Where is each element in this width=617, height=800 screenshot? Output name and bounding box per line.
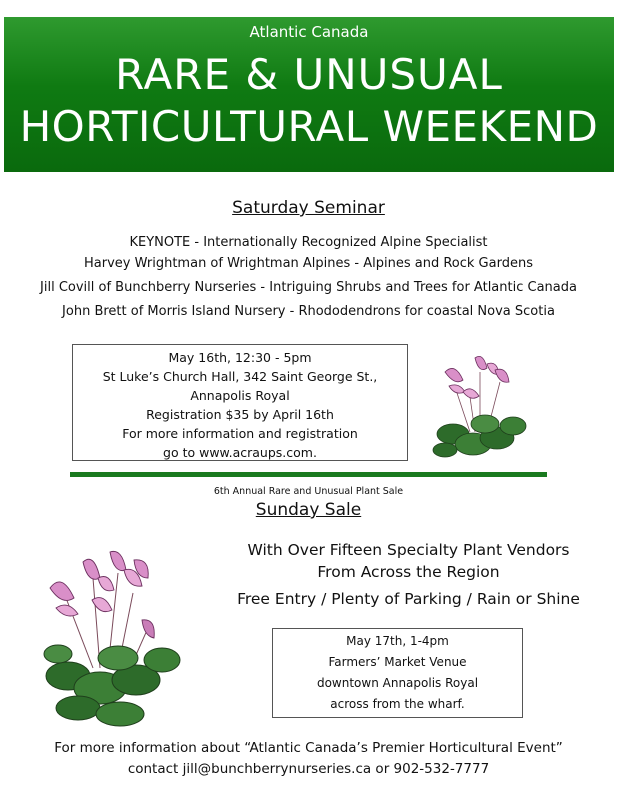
seminar-info: For more information and registration <box>122 426 358 441</box>
speaker-line: Harvey Wrightman of Wrightman Alpines - Alpines and Rock Gardens <box>84 256 533 271</box>
seminar-registration: Registration $35 by April 16th <box>146 407 334 422</box>
sale-region: From Across the Region <box>317 563 500 581</box>
sale-town: downtown Annapolis Royal <box>316 676 479 690</box>
speaker-line: John Brett of Morris Island Nursery - Rhododendrons for coastal Nova Scotia <box>62 304 555 319</box>
sunday-sale-heading: Sunday Sale <box>255 500 362 520</box>
plant-sale-note: 6th Annual Rare and Unusual Plant Sale <box>213 486 404 497</box>
sale-venue: Farmers’ Market Venue <box>328 655 467 669</box>
sale-details-box <box>272 628 523 718</box>
speaker-line: Jill Covill of Bunchberry Nurseries - Intriguing Shrubs and Trees for Atlantic Canada <box>40 280 577 295</box>
footer-contact: contact jill@bunchberrynurseries.ca or 902-532-7777 <box>127 761 490 777</box>
seminar-date: May 16th, 12:30 - 5pm <box>168 350 312 365</box>
sale-vendors: With Over Fifteen Specialty Plant Vendors <box>247 541 570 559</box>
green-divider <box>70 472 547 477</box>
banner-title-line1: RARE & UNUSUAL <box>115 50 503 99</box>
cyclamen-illustration-large <box>38 548 188 730</box>
sale-entry: Free Entry / Plenty of Parking / Rain or Shine <box>237 590 580 608</box>
speaker-line: KEYNOTE - Internationally Recognized Alpine Specialist <box>129 235 488 250</box>
title-banner <box>4 17 614 172</box>
cyclamen-illustration-small <box>425 352 535 462</box>
seminar-website: go to www.acraups.com. <box>163 445 317 460</box>
seminar-town: Annapolis Royal <box>190 388 290 403</box>
sale-location: across from the wharf. <box>330 697 465 711</box>
banner-region: Atlantic Canada <box>249 23 369 41</box>
seminar-details-box <box>72 344 408 461</box>
footer-info: For more information about “Atlantic Canada’s Premier Horticultural Event” <box>54 740 563 756</box>
banner-title-line2: HORTICULTURAL WEEKEND <box>19 102 599 151</box>
sale-date: May 17th, 1-4pm <box>346 634 449 648</box>
saturday-seminar-heading: Saturday Seminar <box>232 198 385 218</box>
seminar-venue: St Luke’s Church Hall, 342 Saint George St., <box>102 369 378 384</box>
